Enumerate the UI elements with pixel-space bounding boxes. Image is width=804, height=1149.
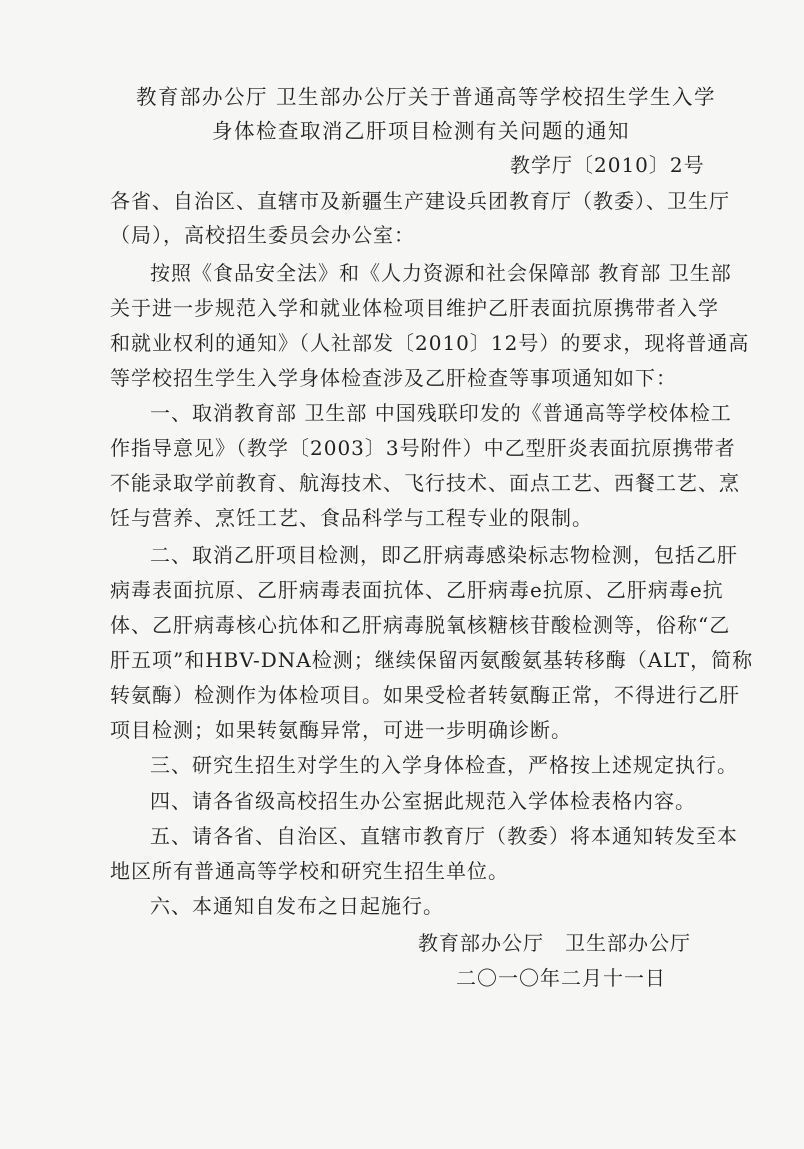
intro-line-2: 关于进一步规范入学和就业体检项目维护乙肝表面抗原携带者入学 bbox=[110, 296, 719, 320]
issue-date: 二〇一〇年二月十一日 bbox=[456, 966, 666, 990]
item-1-line-2: 作指导意见》（教学〔2003〕3号附件）中乙型肝炎表面抗原携带者 bbox=[110, 436, 736, 460]
item-2-line-3: 体、乙肝病毒核心抗体和乙肝病毒脱氧核糖核苷酸检测等，俗称“乙 bbox=[110, 613, 731, 637]
item-1-line-1: 一、取消教育部 卫生部 中国残联印发的《普通高等学校体检工 bbox=[150, 401, 732, 425]
item-5-line-2: 地区所有普通高等学校和研究生招生单位。 bbox=[110, 859, 509, 883]
document-number: 教学厅〔2010〕2号 bbox=[510, 153, 705, 177]
item-6: 六、本通知自发布之日起施行。 bbox=[150, 894, 444, 918]
item-1-line-4: 饪与营养、烹饪工艺、食品科学与工程专业的限制。 bbox=[110, 506, 593, 530]
title-line-1: 教育部办公厅 卫生部办公厅关于普通高等学校招生学生入学 bbox=[136, 85, 717, 109]
item-2-line-6: 项目检测；如果转氨酶异常，可进一步明确诊断。 bbox=[110, 718, 572, 742]
intro-line-1: 按照《食品安全法》和《人力资源和社会保障部 教育部 卫生部 bbox=[150, 261, 732, 285]
intro-line-3: 和就业权利的通知》（人社部发〔2010〕12号）的要求，现将普通高 bbox=[110, 331, 750, 355]
item-5-line-1: 五、请各省、自治区、直辖市教育厅（教委）将本通知转发至本 bbox=[150, 824, 738, 848]
intro-line-4: 等学校招生学生入学身体检查涉及乙肝检查等事项通知如下： bbox=[110, 366, 677, 390]
item-2-line-4: 肝五项”和HBV-DNA检测；继续保留丙氨酸氨基转移酶（ALT，简称 bbox=[110, 648, 754, 672]
signatory: 教育部办公厅 卫生部办公厅 bbox=[418, 931, 691, 955]
title-line-2: 身体检查取消乙肝项目检测有关问题的通知 bbox=[212, 119, 630, 143]
addressee-line-2: （局），高校招生委员会办公室： bbox=[110, 223, 415, 247]
addressee-line-1: 各省、自治区、直辖市及新疆生产建设兵团教育厅（教委）、卫生厅 bbox=[110, 189, 730, 213]
item-2-line-2: 病毒表面抗原、乙肝病毒表面抗体、乙肝病毒e抗原、乙肝病毒e抗 bbox=[110, 578, 724, 602]
item-3: 三、研究生招生对学生的入学身体检查，严格按上述规定执行。 bbox=[150, 753, 738, 777]
item-2-line-5: 转氨酶）检测作为体检项目。如果受检者转氨酶正常，不得进行乙肝 bbox=[110, 683, 740, 707]
item-4: 四、请各省级高校招生办公室据此规范入学体检表格内容。 bbox=[150, 789, 696, 813]
item-1-line-3: 不能录取学前教育、航海技术、飞行技术、面点工艺、西餐工艺、烹 bbox=[110, 471, 740, 495]
item-2-line-1: 二、取消乙肝项目检测，即乙肝病毒感染标志物检测，包括乙肝 bbox=[150, 543, 738, 567]
